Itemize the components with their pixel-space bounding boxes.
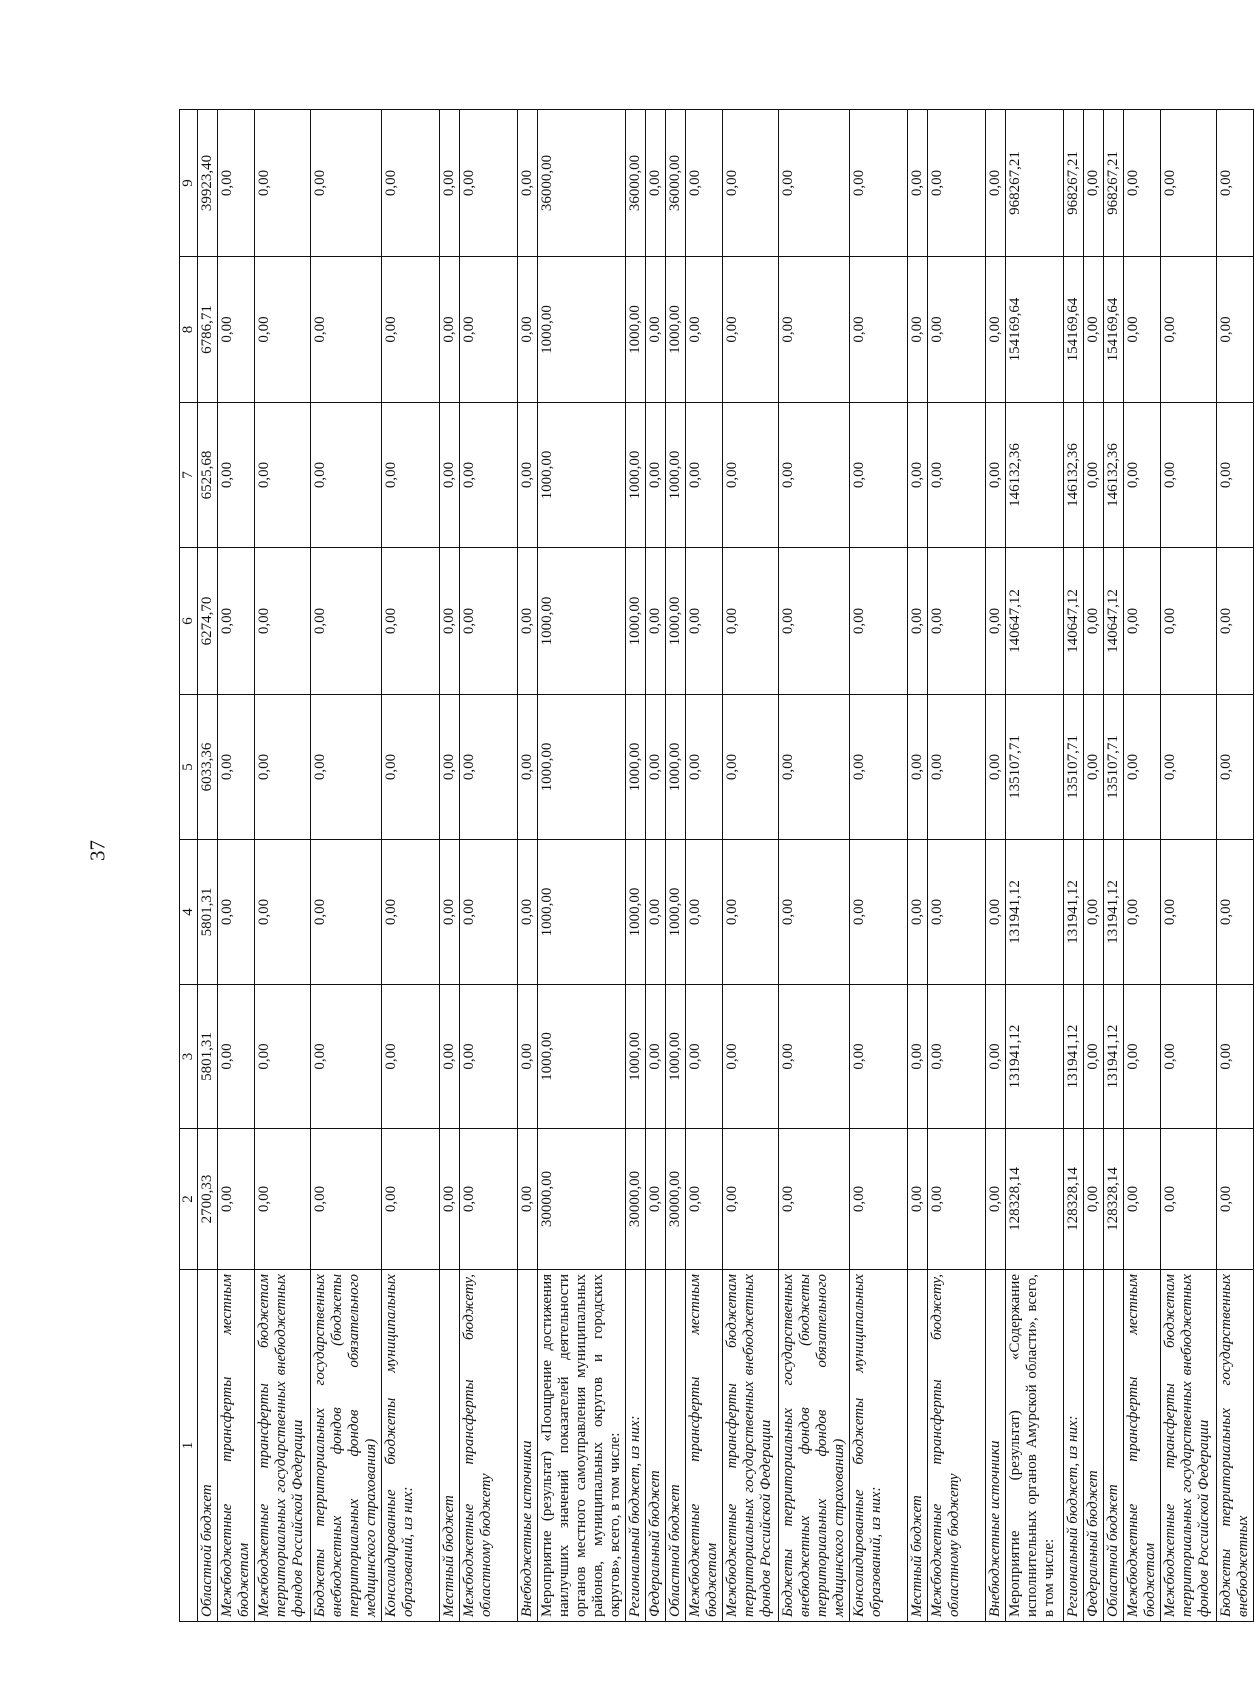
- column-header: 7: [180, 403, 198, 548]
- cell-value: 0,00: [928, 985, 986, 1129]
- cell-value: 0,00: [646, 695, 666, 840]
- cell-value: 128328,14: [1104, 1129, 1124, 1270]
- cell-value: 0,00: [382, 840, 440, 985]
- cell-value: 0,00: [928, 1129, 986, 1270]
- row-label: Федеральный бюджет: [646, 1270, 666, 1622]
- cell-value: 0,00: [440, 985, 460, 1129]
- column-header: 1: [180, 1270, 198, 1622]
- cell-value: 1000,00: [666, 548, 686, 695]
- cell-value: 0,00: [986, 695, 1006, 840]
- cell-value: 0,00: [440, 840, 460, 985]
- cell-value: 0,00: [1084, 403, 1104, 548]
- cell-value: 0,00: [440, 695, 460, 840]
- cell-value: 0,00: [850, 985, 908, 1129]
- cell-value: 128328,14: [1064, 1129, 1084, 1270]
- cell-value: 0,00: [850, 548, 908, 695]
- cell-value: 0,00: [382, 695, 440, 840]
- cell-value: 1000,00: [666, 985, 686, 1129]
- cell-value: 0,00: [686, 840, 723, 985]
- cell-value: 0,00: [686, 110, 723, 257]
- cell-value: 1000,00: [626, 257, 646, 403]
- table-row: [908, 110, 928, 1622]
- cell-value: 131941,12: [1064, 840, 1084, 985]
- table-row: [1124, 110, 1161, 1622]
- cell-value: 0,00: [1124, 257, 1161, 403]
- cell-value: 5801,31: [198, 985, 218, 1129]
- cell-value: 146132,36: [1006, 403, 1064, 548]
- cell-value: 0,00: [928, 548, 986, 695]
- table-row: [1084, 110, 1104, 1622]
- cell-value: 1000,00: [626, 840, 646, 985]
- column-header: 8: [180, 257, 198, 403]
- cell-value: 131941,12: [1064, 985, 1084, 1129]
- cell-value: 0,00: [460, 548, 518, 695]
- cell-value: 0,00: [1161, 1129, 1217, 1270]
- cell-value: 0,00: [1217, 840, 1254, 985]
- cell-value: 0,00: [986, 403, 1006, 548]
- cell-value: 0,00: [986, 110, 1006, 257]
- cell-value: 140647,12: [1064, 548, 1084, 695]
- cell-value: 0,00: [986, 1129, 1006, 1270]
- cell-value: 0,00: [723, 1129, 779, 1270]
- cell-value: 0,00: [440, 548, 460, 695]
- cell-value: 0,00: [1217, 548, 1254, 695]
- cell-value: 0,00: [518, 840, 538, 985]
- cell-value: 0,00: [686, 257, 723, 403]
- cell-value: 0,00: [255, 110, 311, 257]
- cell-value: 131941,12: [1006, 840, 1064, 985]
- cell-value: 0,00: [218, 695, 255, 840]
- cell-value: 0,00: [1124, 110, 1161, 257]
- cell-value: 1000,00: [538, 840, 626, 985]
- cell-value: 1000,00: [626, 548, 646, 695]
- table-row: [723, 110, 779, 1622]
- cell-value: 39923,40: [198, 110, 218, 257]
- cell-value: 0,00: [850, 257, 908, 403]
- cell-value: 0,00: [311, 257, 382, 403]
- cell-value: 1000,00: [666, 840, 686, 985]
- table-row: [538, 110, 626, 1622]
- cell-value: 0,00: [518, 985, 538, 1129]
- row-label: Консолидированные бюджеты муниципальных образований, из них:: [850, 1270, 908, 1622]
- cell-value: 0,00: [908, 403, 928, 548]
- cell-value: 0,00: [908, 985, 928, 1129]
- cell-value: 0,00: [1124, 840, 1161, 985]
- cell-value: 0,00: [1124, 1129, 1161, 1270]
- cell-value: 30000,00: [626, 1129, 646, 1270]
- row-label: Местный бюджет: [440, 1270, 460, 1622]
- cell-value: 0,00: [723, 695, 779, 840]
- cell-value: 0,00: [518, 1129, 538, 1270]
- table-row: [1064, 110, 1084, 1622]
- cell-value: 0,00: [1084, 110, 1104, 257]
- table-row: [1217, 110, 1254, 1622]
- cell-value: 36000,00: [538, 110, 626, 257]
- cell-value: 140647,12: [1104, 548, 1124, 695]
- cell-value: 0,00: [723, 110, 779, 257]
- cell-value: 0,00: [311, 985, 382, 1129]
- table-row: [626, 110, 646, 1622]
- row-label: Межбюджетные трансферты бюджету, областному бюджету: [460, 1270, 518, 1622]
- cell-value: 0,00: [779, 110, 850, 257]
- cell-value: 0,00: [723, 840, 779, 985]
- cell-value: 0,00: [518, 403, 538, 548]
- cell-value: 0,00: [1217, 695, 1254, 840]
- cell-value: 0,00: [1161, 110, 1217, 257]
- cell-value: 0,00: [1217, 403, 1254, 548]
- table-row: [440, 110, 460, 1622]
- cell-value: 0,00: [928, 403, 986, 548]
- cell-value: 0,00: [311, 1129, 382, 1270]
- table-row: [460, 110, 518, 1622]
- cell-value: 0,00: [1217, 1129, 1254, 1270]
- cell-value: 0,00: [779, 985, 850, 1129]
- cell-value: 0,00: [518, 110, 538, 257]
- cell-value: 0,00: [723, 985, 779, 1129]
- cell-value: 131941,12: [1006, 985, 1064, 1129]
- row-label: Областной бюджет: [666, 1270, 686, 1622]
- cell-value: 0,00: [686, 1129, 723, 1270]
- cell-value: 0,00: [850, 1129, 908, 1270]
- cell-value: 1000,00: [538, 403, 626, 548]
- cell-value: 6786,71: [198, 257, 218, 403]
- cell-value: 36000,00: [666, 110, 686, 257]
- cell-value: 0,00: [460, 257, 518, 403]
- cell-value: 0,00: [255, 695, 311, 840]
- row-label: Межбюджетные трансферты местным бюджетам: [218, 1270, 255, 1622]
- cell-value: 0,00: [440, 257, 460, 403]
- cell-value: 0,00: [255, 1129, 311, 1270]
- cell-value: 0,00: [779, 403, 850, 548]
- table-row: [666, 110, 686, 1622]
- cell-value: 0,00: [460, 403, 518, 548]
- cell-value: 0,00: [1161, 840, 1217, 985]
- cell-value: 30000,00: [666, 1129, 686, 1270]
- cell-value: 0,00: [686, 548, 723, 695]
- cell-value: 6525,68: [198, 403, 218, 548]
- cell-value: 0,00: [723, 257, 779, 403]
- table-body: [180, 110, 1254, 1622]
- cell-value: 0,00: [440, 1129, 460, 1270]
- cell-value: 154169,64: [1006, 257, 1064, 403]
- cell-value: 0,00: [908, 1129, 928, 1270]
- cell-value: 0,00: [908, 257, 928, 403]
- row-label: Бюджеты территориальных государственных внебюджетных: [1217, 1270, 1254, 1622]
- row-label: Областной бюджет: [198, 1270, 218, 1622]
- cell-value: 1000,00: [538, 257, 626, 403]
- cell-value: 0,00: [255, 985, 311, 1129]
- cell-value: 135107,71: [1104, 695, 1124, 840]
- row-label: Межбюджетные трансферты местным бюджетам: [686, 1270, 723, 1622]
- cell-value: 0,00: [1084, 1129, 1104, 1270]
- cell-value: 131941,12: [1104, 985, 1124, 1129]
- column-header: 5: [180, 695, 198, 840]
- cell-value: 0,00: [218, 985, 255, 1129]
- cell-value: 0,00: [218, 548, 255, 695]
- cell-value: 0,00: [311, 548, 382, 695]
- cell-value: 0,00: [518, 257, 538, 403]
- cell-value: 0,00: [928, 840, 986, 985]
- cell-value: 0,00: [928, 257, 986, 403]
- row-label: Мероприятие (результат) «Содержание исполнительных органов Амурской области», всего, в том числе:: [1006, 1270, 1064, 1622]
- cell-value: 0,00: [850, 695, 908, 840]
- cell-value: 0,00: [218, 840, 255, 985]
- cell-value: 0,00: [1084, 985, 1104, 1129]
- cell-value: 0,00: [1217, 985, 1254, 1129]
- cell-value: 0,00: [1084, 695, 1104, 840]
- table-row: [1161, 110, 1217, 1622]
- cell-value: 1000,00: [626, 403, 646, 548]
- cell-value: 0,00: [928, 110, 986, 257]
- cell-value: 0,00: [723, 548, 779, 695]
- cell-value: 0,00: [646, 548, 666, 695]
- cell-value: 0,00: [460, 840, 518, 985]
- cell-value: 0,00: [1161, 403, 1217, 548]
- cell-value: 1000,00: [538, 695, 626, 840]
- cell-value: 0,00: [1124, 985, 1161, 1129]
- cell-value: 0,00: [1084, 257, 1104, 403]
- cell-value: 0,00: [311, 840, 382, 985]
- cell-value: 6274,70: [198, 548, 218, 695]
- row-label: Бюджеты территориальных государственных внебюджетных фондов (бюджеты территориальных фондов обязательного медицинского страхования): [779, 1270, 850, 1622]
- row-label: Мероприятие (результат) «Поощрение достижения наилучших значений показателей деятельности органов местного самоуправления муниципальных районов, муниципальных округов и городских округов», всего, в том числе:: [538, 1270, 626, 1622]
- cell-value: 0,00: [460, 985, 518, 1129]
- cell-value: 0,00: [646, 985, 666, 1129]
- cell-value: 0,00: [382, 985, 440, 1129]
- cell-value: 0,00: [1161, 985, 1217, 1129]
- cell-value: 30000,00: [538, 1129, 626, 1270]
- cell-value: 0,00: [218, 403, 255, 548]
- cell-value: 0,00: [779, 1129, 850, 1270]
- table-row: [850, 110, 908, 1622]
- cell-value: 0,00: [686, 695, 723, 840]
- cell-value: 0,00: [255, 840, 311, 985]
- cell-value: 0,00: [908, 110, 928, 257]
- table-row: [518, 110, 538, 1622]
- cell-value: 1000,00: [666, 403, 686, 548]
- cell-value: 1000,00: [626, 985, 646, 1129]
- cell-value: 0,00: [646, 403, 666, 548]
- cell-value: 128328,14: [1006, 1129, 1064, 1270]
- cell-value: 0,00: [1217, 110, 1254, 257]
- cell-value: 0,00: [518, 548, 538, 695]
- cell-value: 0,00: [255, 548, 311, 695]
- cell-value: 0,00: [646, 1129, 666, 1270]
- cell-value: 0,00: [779, 695, 850, 840]
- cell-value: 2700,33: [198, 1129, 218, 1270]
- table-row: [1104, 110, 1124, 1622]
- cell-value: 0,00: [986, 257, 1006, 403]
- cell-value: 0,00: [986, 840, 1006, 985]
- cell-value: 0,00: [1217, 257, 1254, 403]
- cell-value: 0,00: [218, 110, 255, 257]
- rotated-page: [179, 110, 1251, 1622]
- cell-value: 0,00: [646, 840, 666, 985]
- table-row: [218, 110, 255, 1622]
- cell-value: 0,00: [460, 1129, 518, 1270]
- cell-value: 154169,64: [1064, 257, 1084, 403]
- cell-value: 0,00: [311, 110, 382, 257]
- budget-table: [179, 109, 1254, 1622]
- cell-value: 0,00: [440, 110, 460, 257]
- cell-value: 0,00: [850, 110, 908, 257]
- cell-value: 140647,12: [1006, 548, 1064, 695]
- cell-value: 0,00: [686, 403, 723, 548]
- table-row: [311, 110, 382, 1622]
- cell-value: 0,00: [1124, 695, 1161, 840]
- cell-value: 131941,12: [1104, 840, 1124, 985]
- cell-value: 0,00: [1084, 840, 1104, 985]
- cell-value: 0,00: [382, 403, 440, 548]
- cell-value: 1000,00: [538, 548, 626, 695]
- row-label: Региональный бюджет, из них:: [1064, 1270, 1084, 1622]
- row-label: Федеральный бюджет: [1084, 1270, 1104, 1622]
- row-label: Межбюджетные трансферты местным бюджетам: [1124, 1270, 1161, 1622]
- cell-value: 0,00: [686, 985, 723, 1129]
- cell-value: 0,00: [311, 403, 382, 548]
- cell-value: 0,00: [850, 403, 908, 548]
- cell-value: 0,00: [908, 840, 928, 985]
- cell-value: 968267,21: [1104, 110, 1124, 257]
- table-row: [928, 110, 986, 1622]
- table-row: [686, 110, 723, 1622]
- cell-value: 0,00: [1161, 695, 1217, 840]
- cell-value: 0,00: [986, 985, 1006, 1129]
- table-row: [646, 110, 666, 1622]
- cell-value: 0,00: [646, 257, 666, 403]
- column-header: 3: [180, 985, 198, 1129]
- table-row: [382, 110, 440, 1622]
- header-row: [180, 110, 198, 1622]
- cell-value: 0,00: [218, 257, 255, 403]
- cell-value: 0,00: [908, 548, 928, 695]
- row-label: Внебюджетные источники: [986, 1270, 1006, 1622]
- cell-value: 0,00: [908, 695, 928, 840]
- row-label: Местный бюджет: [908, 1270, 928, 1622]
- page-number: 37: [85, 840, 110, 861]
- table-row: [198, 110, 218, 1622]
- cell-value: 1000,00: [626, 695, 646, 840]
- cell-value: 0,00: [646, 110, 666, 257]
- cell-value: 0,00: [440, 403, 460, 548]
- cell-value: 968267,21: [1064, 110, 1084, 257]
- cell-value: 135107,71: [1006, 695, 1064, 840]
- cell-value: 135107,71: [1064, 695, 1084, 840]
- row-label: Областной бюджет: [1104, 1270, 1124, 1622]
- cell-value: 0,00: [1124, 403, 1161, 548]
- cell-value: 0,00: [311, 695, 382, 840]
- cell-value: 0,00: [460, 110, 518, 257]
- cell-value: 0,00: [382, 110, 440, 257]
- cell-value: 0,00: [723, 403, 779, 548]
- cell-value: 0,00: [382, 548, 440, 695]
- cell-value: 0,00: [779, 548, 850, 695]
- row-label: Внебюджетные источники: [518, 1270, 538, 1622]
- column-header: 6: [180, 548, 198, 695]
- cell-value: 0,00: [986, 548, 1006, 695]
- table-row: [255, 110, 311, 1622]
- cell-value: 146132,36: [1104, 403, 1124, 548]
- cell-value: 1000,00: [666, 695, 686, 840]
- row-label: Региональный бюджет, из них:: [626, 1270, 646, 1622]
- cell-value: 0,00: [382, 1129, 440, 1270]
- row-label: Межбюджетные трансферты бюджетам территориальных государственных внебюджетных фондов Российской Федерации: [723, 1270, 779, 1622]
- cell-value: 0,00: [460, 695, 518, 840]
- row-label: Межбюджетные трансферты бюджету, областному бюджету: [928, 1270, 986, 1622]
- cell-value: 0,00: [1124, 548, 1161, 695]
- column-header: 9: [180, 110, 198, 257]
- table-row: [986, 110, 1006, 1622]
- cell-value: 0,00: [1161, 548, 1217, 695]
- cell-value: 0,00: [255, 403, 311, 548]
- cell-value: 0,00: [1084, 548, 1104, 695]
- table-row: [779, 110, 850, 1622]
- cell-value: 0,00: [779, 257, 850, 403]
- cell-value: 0,00: [218, 1129, 255, 1270]
- cell-value: 968267,21: [1006, 110, 1064, 257]
- cell-value: 0,00: [928, 695, 986, 840]
- cell-value: 154169,64: [1104, 257, 1124, 403]
- cell-value: 0,00: [382, 257, 440, 403]
- row-label: Межбюджетные трансферты бюджетам территориальных государственных внебюджетных фондов Российской Федерации: [1161, 1270, 1217, 1622]
- cell-value: 6033,36: [198, 695, 218, 840]
- table-row: [1006, 110, 1064, 1622]
- column-header: 2: [180, 1129, 198, 1270]
- cell-value: 36000,00: [626, 110, 646, 257]
- row-label: Консолидированные бюджеты муниципальных образований, из них:: [382, 1270, 440, 1622]
- cell-value: 0,00: [518, 695, 538, 840]
- cell-value: 0,00: [850, 840, 908, 985]
- row-label: Бюджеты территориальных государственных внебюджетных фондов (бюджеты территориальных фондов обязательного медицинского страхования): [311, 1270, 382, 1622]
- cell-value: 1000,00: [666, 257, 686, 403]
- cell-value: 1000,00: [538, 985, 626, 1129]
- cell-value: 5801,31: [198, 840, 218, 985]
- cell-value: 146132,36: [1064, 403, 1084, 548]
- cell-value: 0,00: [779, 840, 850, 985]
- cell-value: 0,00: [255, 257, 311, 403]
- row-label: Межбюджетные трансферты бюджетам территориальных государственных внебюджетных фондов Российской Федерации: [255, 1270, 311, 1622]
- cell-value: 0,00: [1161, 257, 1217, 403]
- column-header: 4: [180, 840, 198, 985]
